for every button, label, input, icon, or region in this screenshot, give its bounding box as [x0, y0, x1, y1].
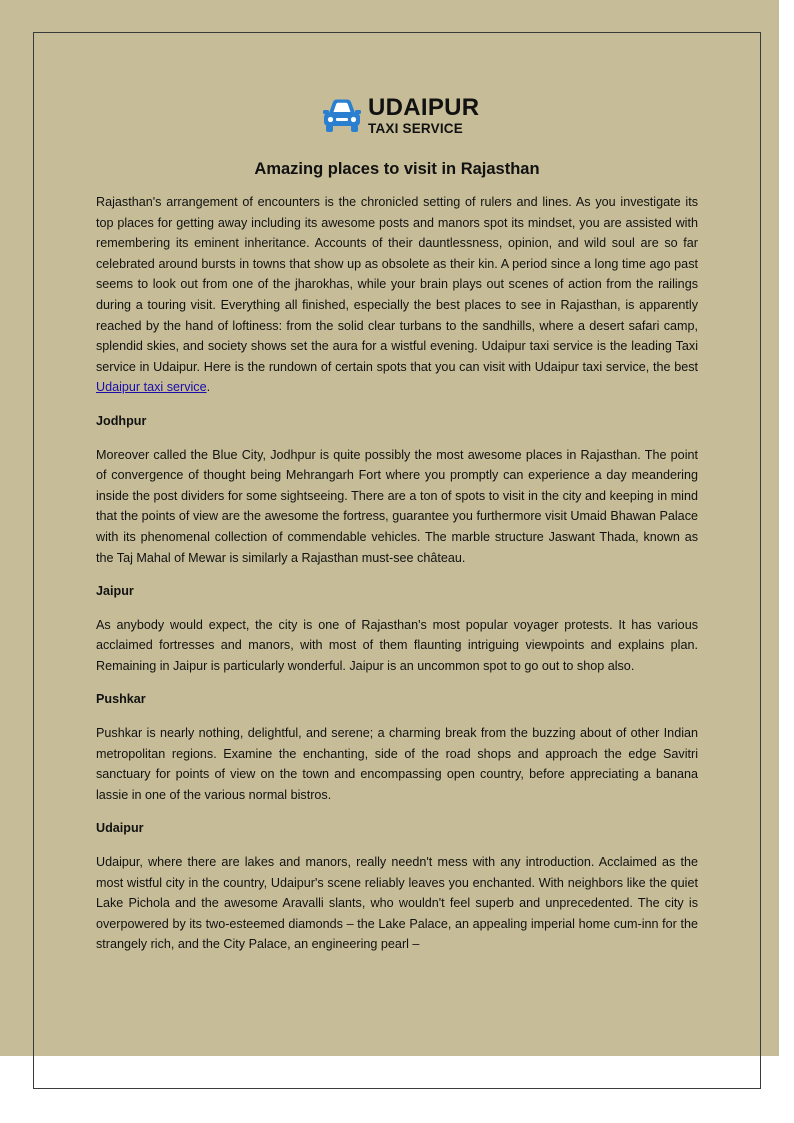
- section-text-pushkar: Pushkar is nearly nothing, delightful, and serene; a charming break from the buzzing about of other Indian metropolitan regions. Examine the enchanting, side of the road shops and approach the edge Savitri sanctuary for points of view on the town and encompassing open country, before appreciating a banana lassie in one of the various normal bistros.: [96, 726, 698, 802]
- section-heading-pushkar: Pushkar: [96, 692, 146, 707]
- section-heading-jodhpur: Jodhpur: [96, 413, 147, 428]
- document-content: [96, 157, 698, 968]
- section-text-jodhpur: Moreover called the Blue City, Jodhpur is quite possibly the most awesome places in Rajasthan. The point of convergence of thought being Mehrangarh Fort where you promptly can experience a day meandering inside the post dividers for some sightseeing. There are a ton of spots to visit in the city and keeping in mind that the points of view are the awesome the fortress, guarantee you furthermore visit Umaid Bhawan Palace with its phenomenal collection of commendable vehicles. The marble structure Jaswant Thada, known as the Taj Mahal of Mewar is similarly a Rajasthan must-see château.: [96, 447, 698, 565]
- section-text-udaipur: Udaipur, where there are lakes and manors, really needn't mess with any introduction. Acclaimed as the most wistful city in the country, Udaipur's scene reliably leaves you enchanted. With neighbors like the quiet Lake Pichola and the awesome Aravalli slants, who wouldn't feel superb and unprecedented. The city is overpowered by its two-esteemed diamonds – the Lake Palace, an appealing imperial home cum-inn for the strangely rich, and the City Palace, an engineering pearl –: [96, 855, 698, 952]
- udaipur-taxi-logo: [320, 96, 479, 136]
- logo-subtitle: TAXI SERVICE: [368, 121, 463, 137]
- section-heading-udaipur: Udaipur: [96, 821, 144, 836]
- logo-title: UDAIPUR: [368, 94, 480, 122]
- section-text-jaipur: As anybody would expect, the city is one of Rajasthan's most popular voyager protests. It has various acclaimed fortresses and manors, with most of them flaunting intriguing viewpoints and explains plan. Remaining in Jaipur is particularly wonderful. Jaipur is an uncommon spot to go out to shop also.: [96, 617, 698, 673]
- document-title: Amazing places to visit in Rajasthan: [254, 160, 540, 178]
- section-heading-jaipur: Jaipur: [96, 584, 134, 599]
- intro-text: Rajasthan's arrangement of encounters is the chronicled setting of rulers and lines. As you investigate its top places for getting away including its awesome posts and manors spot its mindset, you are assisted with remembering its eminent inheritance. Accounts of their dauntlessness, opinion, and wild soul are so far celebrated around bursts in towns that show up as obsolete as their kin. A period since a long time ago past seems to look out from one of the jharokhas, while your brain plays out scenes of action from the railings during a touring visit. Everything all finished, especially the best places to see in Rajasthan, is apparently reached by the hand of loftiness: from the solid clear turbans to the sandhills, where a desert safari camp, splendid skies, and society shows set the aura for a wistful evening. Udaipur taxi service is the leading Taxi service in Udaipur. Here is the rundown of certain spots that you can visit with Udaipur taxi service, the best: [96, 195, 698, 374]
- intro-end-punctuation: .: [206, 380, 211, 395]
- logo-text: [368, 96, 479, 136]
- intro-paragraph: [96, 192, 698, 398]
- car-icon: [320, 96, 364, 136]
- udaipur-taxi-service-link[interactable]: Udaipur taxi service: [96, 380, 207, 395]
